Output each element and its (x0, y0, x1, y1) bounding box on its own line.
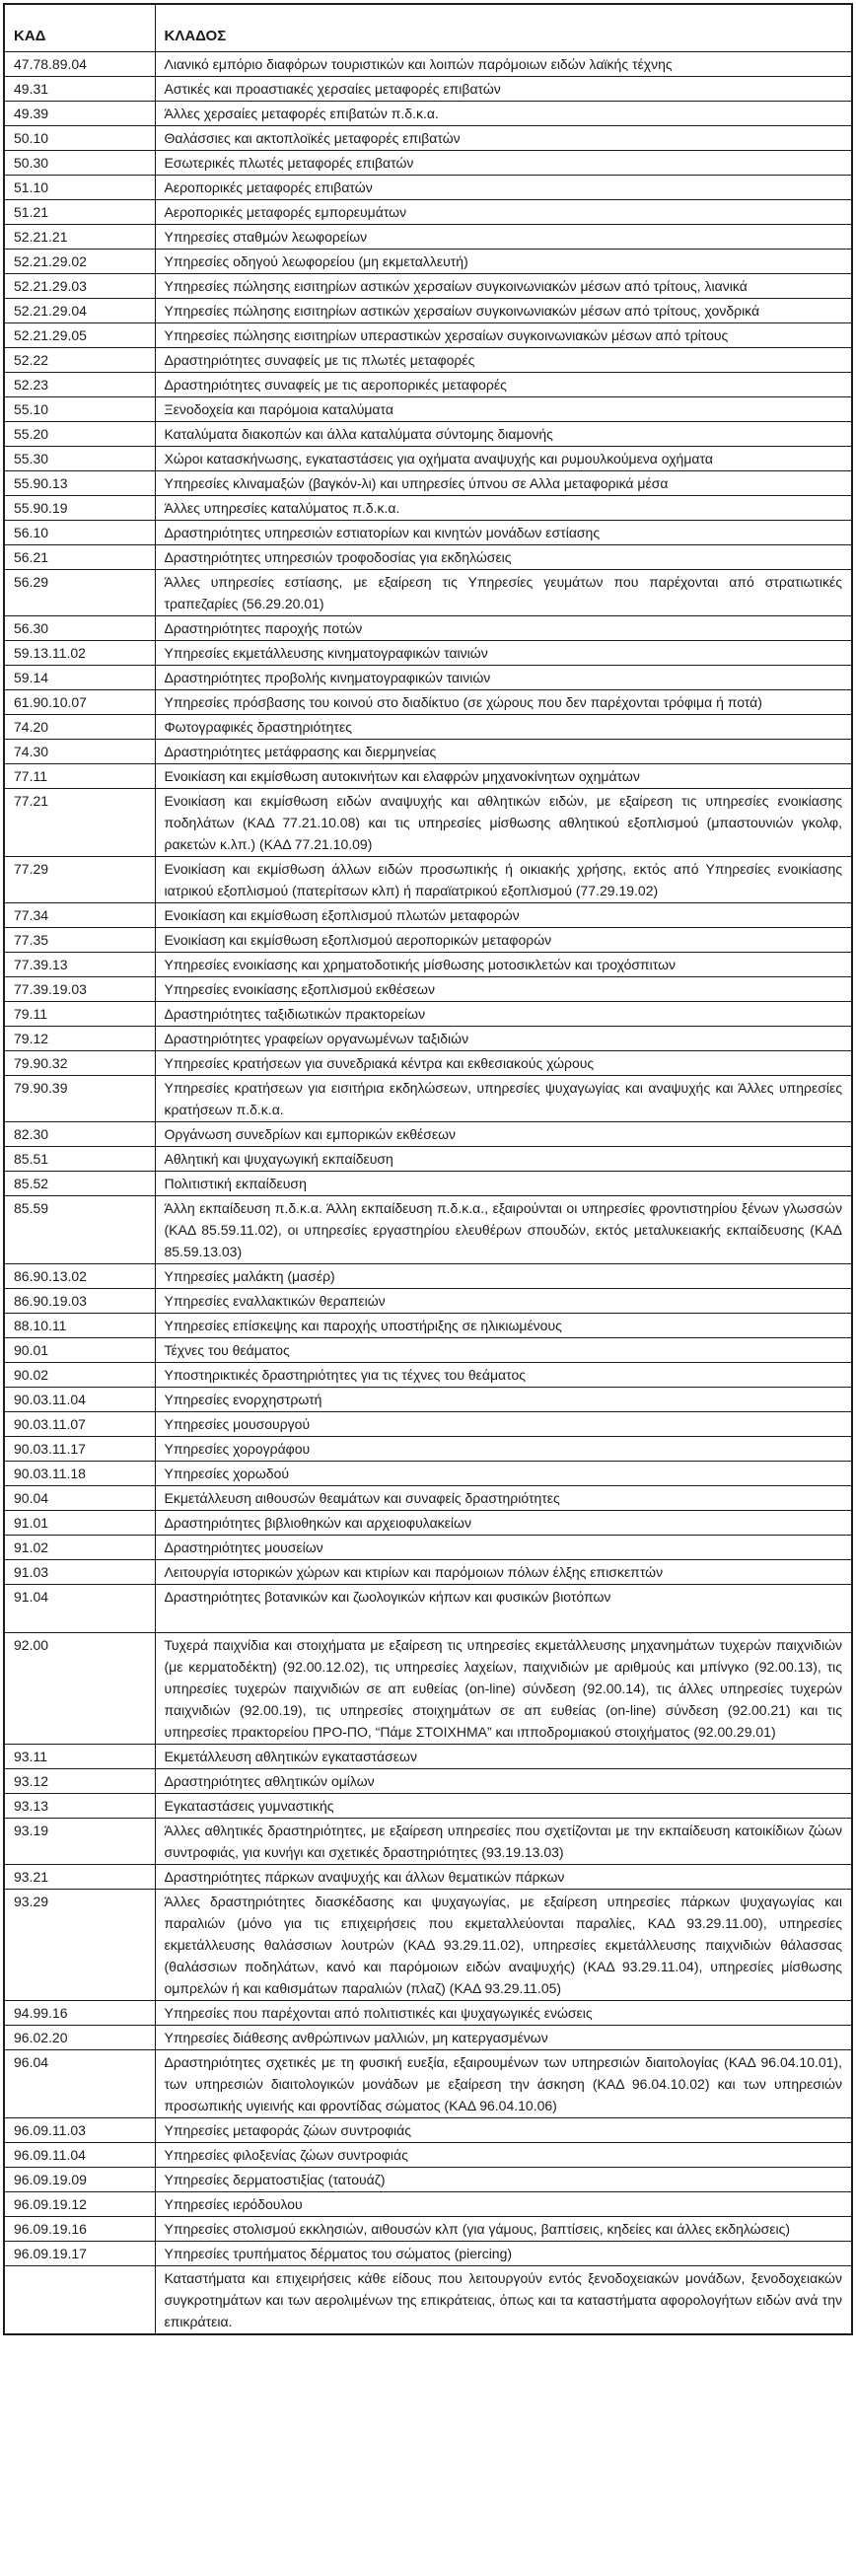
table-row (4, 1864, 852, 1889)
kad-code-cell: 77.34 (4, 902, 155, 927)
table-row (4, 1121, 852, 1146)
kad-code-cell: 55.90.13 (4, 470, 155, 495)
table-row (4, 1461, 852, 1485)
kad-code-cell: 77.21 (4, 788, 155, 856)
table-row (4, 1171, 852, 1195)
table-row (4, 298, 852, 322)
table-row (4, 1313, 852, 1337)
table-row (4, 1263, 852, 1288)
kad-code-cell: 93.29 (4, 1889, 155, 2000)
klados-description-cell: Αθλητική και ψυχαγωγική εκπαίδευση (155, 1146, 852, 1171)
table-row (4, 1146, 852, 1171)
kad-code-cell: 52.22 (4, 347, 155, 372)
header-row (4, 4, 852, 51)
klados-description-cell: Αεροπορικές μεταφορές εμπορευμάτων (155, 199, 852, 224)
kad-code-cell: 56.10 (4, 520, 155, 544)
table-row (4, 689, 852, 714)
table-row (4, 739, 852, 763)
table-row (4, 1001, 852, 1026)
klados-description-cell: Ενοικίαση και εκμίσθωση εξοπλισμού πλωτών μεταφορών (155, 902, 852, 927)
table-row (4, 273, 852, 298)
table-row (4, 952, 852, 976)
table-row (4, 763, 852, 788)
klados-description-cell: Άλλες δραστηριότητες διασκέδασης και ψυχαγωγίας, με εξαίρεση υπηρεσίες πάρκων ψυχαγωγίας και παραλιών (μόνο για τις επιχειρήσεις που εκμεταλλεύονται παραλίες, ΚΑΔ 93.29.11.00), υπηρεσίες εκμετάλλευσης θαλάσσιων λουτρών (ΚΑΔ 93.29.11.02), υπηρεσίες εκμετάλλευσης παιχνιδιών θάλασσας (θαλάσσιων ποδηλάτων, κανό και παρόμοιων ειδών αναψυχής) (ΚΑΔ 93.29.11.04), υπηρεσίες μίσθωσης ομπρελών ή και καθισμάτων παραλιών (πλαζ) (ΚΑΔ 93.29.11.05) (155, 1889, 852, 2000)
kad-code-cell: 93.21 (4, 1864, 155, 1889)
table-row (4, 2142, 852, 2167)
table-row (4, 1050, 852, 1075)
kad-code-cell: 77.39.13 (4, 952, 155, 976)
klados-description-cell: Υπηρεσίες πώλησης εισιτηρίων υπεραστικών χερσαίων συγκοινωνιακών μέσων από τρίτους (155, 322, 852, 347)
kad-code-cell: 49.31 (4, 76, 155, 101)
kad-code-cell: 96.09.19.17 (4, 2241, 155, 2265)
kad-code-cell: 90.03.11.07 (4, 1411, 155, 1436)
klados-description-cell: Υποστηρικτικές δραστηριότητες για τις τέχνες του θεάματος (155, 1362, 852, 1387)
table-row (4, 51, 852, 76)
table-row (4, 470, 852, 495)
klados-description-cell: Υπηρεσίες που παρέχονται από πολιτιστικές και ψυχαγωγικές ενώσεις (155, 2000, 852, 2025)
kad-code-cell: 77.11 (4, 763, 155, 788)
table-row (4, 347, 852, 372)
klados-description-cell: Υπηρεσίες ενοικίασης και χρηματοδοτικής μίσθωσης μοτοσικλετών και τροχόσπιτων (155, 952, 852, 976)
kad-code-cell: 91.04 (4, 1584, 155, 1632)
kad-code-cell: 96.02.20 (4, 2025, 155, 2049)
kad-code-cell: 90.02 (4, 1362, 155, 1387)
kad-code-cell: 79.12 (4, 1026, 155, 1050)
table-row (4, 1510, 852, 1535)
kad-code-cell: 93.13 (4, 1793, 155, 1818)
kad-code-cell: 47.78.89.04 (4, 51, 155, 76)
table-row (4, 714, 852, 739)
table-row (4, 372, 852, 396)
klados-description-cell: Δραστηριότητες σχετικές με τη φυσική ευεξία, εξαιρουμένων των υπηρεσιών διαιτολογίας (ΚΑΔ 96.04.10.01), των υπηρεσιών διαιτολογικών μονάδων με εξαίρεση την άσκηση (ΚΑΔ 96.04.10.02) και των υπηρεσιών προσωπικής υγιεινής και φροντίδας σώματος (ΚΑΔ 96.04.10.06) (155, 2049, 852, 2117)
kad-code-cell: 51.21 (4, 199, 155, 224)
table-row (4, 1288, 852, 1313)
klados-description-cell: Υπηρεσίες κλιναμαξών (βαγκόν-λι) και υπηρεσίες ύπνου σε Αλλα μεταφορικά μέσα (155, 470, 852, 495)
klados-description-cell: Υπηρεσίες ενοικίασης εξοπλισμού εκθέσεων (155, 976, 852, 1001)
klados-description-cell: Άλλες υπηρεσίες εστίασης, με εξαίρεση τις Υπηρεσίες γευμάτων που παρέχονται από στρατιωτικές τραπεζαρίες (56.29.20.01) (155, 569, 852, 615)
table-row (4, 927, 852, 952)
klados-description-cell: Υπηρεσίες τρυπήματος δέρματος του σώματος (piercing) (155, 2241, 852, 2265)
table-row (4, 1559, 852, 1584)
kad-code-cell: 90.03.11.18 (4, 1461, 155, 1485)
klados-description-cell: Υπηρεσίες μουσουργού (155, 1411, 852, 1436)
table-row (4, 1485, 852, 1510)
klados-description-cell: Δραστηριότητες υπηρεσιών τροφοδοσίας για εκδηλώσεις (155, 544, 852, 569)
klados-description-cell: Ενοικίαση και εκμίσθωση εξοπλισμού αεροπορικών μεταφορών (155, 927, 852, 952)
kad-code-cell: 61.90.10.07 (4, 689, 155, 714)
table-row (4, 2025, 852, 2049)
klados-description-cell: Καταστήματα και επιχειρήσεις κάθε είδους που λειτουργούν εντός ξενοδοχειακών μονάδων, ξενοδοχειακών συγκροτημάτων και των αερολιμένων της επικράτειας, όπως και τα καταστήματα αφορολογήτων ειδών ανά την επικράτεια. (155, 2265, 852, 2334)
kad-code-cell: 77.39.19.03 (4, 976, 155, 1001)
klados-description-cell: Εγκαταστάσεις γυμναστικής (155, 1793, 852, 1818)
kad-code-cell: 56.29 (4, 569, 155, 615)
klados-description-cell: Εκμετάλλευση αιθουσών θεαμάτων και συναφείς δραστηριότητες (155, 1485, 852, 1510)
klados-description-cell: Υπηρεσίες πώλησης εισιτηρίων αστικών χερσαίων συγκοινωνιακών μέσων από τρίτους, χονδρικά (155, 298, 852, 322)
kad-code-cell: 52.21.21 (4, 224, 155, 249)
klados-description-cell: Δραστηριότητες συναφείς με τις αεροπορικές μεταφορές (155, 372, 852, 396)
table-row (4, 2216, 852, 2241)
klados-description-cell: Υπηρεσίες πρόσβασης του κοινού στο διαδίκτυο (σε χώρους που δεν παρέχονται τρόφιμα ή ποτά) (155, 689, 852, 714)
klados-description-cell: Καταλύματα διακοπών και άλλα καταλύματα σύντομης διαμονής (155, 421, 852, 446)
klados-description-cell: Εκμετάλλευση αθλητικών εγκαταστάσεων (155, 1744, 852, 1768)
klados-description-cell: Υπηρεσίες διάθεσης ανθρώπινων μαλλιών, μη κατεργασμένων (155, 2025, 852, 2049)
kad-code-cell: 85.52 (4, 1171, 155, 1195)
klados-description-cell: Υπηρεσίες δερματοστιξίας (τατουάζ) (155, 2167, 852, 2191)
column-header-klados: ΚΛΑΔΟΣ (155, 4, 852, 51)
klados-description-cell: Δραστηριότητες αθλητικών ομίλων (155, 1768, 852, 1793)
table-row (4, 1195, 852, 1263)
klados-description-cell: Άλλες χερσαίες μεταφορές επιβατών π.δ.κ.α. (155, 101, 852, 125)
kad-code-cell: 90.01 (4, 1337, 155, 1362)
klados-description-cell: Ενοικίαση και εκμίσθωση ειδών αναψυχής και αθλητικών ειδών, με εξαίρεση τις υπηρεσίες ενοικίασης ποδηλάτων (ΚΑΔ 77.21.10.08) και τις υπηρεσίες μίσθωσης αθλητικού εξοπλισμού (μπαστουνιών γκολφ, ρακετών κ.λπ.) (ΚΑΔ 77.21.10.09) (155, 788, 852, 856)
kad-code-cell: 74.30 (4, 739, 155, 763)
kad-code-cell: 79.90.39 (4, 1075, 155, 1121)
kad-code-cell: 82.30 (4, 1121, 155, 1146)
kad-code-cell: 86.90.13.02 (4, 1263, 155, 1288)
table-row (4, 1387, 852, 1411)
kad-code-cell: 96.09.19.16 (4, 2216, 155, 2241)
table-row (4, 640, 852, 665)
kad-code-cell: 96.04 (4, 2049, 155, 2117)
column-header-kad: ΚΑΔ (4, 4, 155, 51)
kad-code-cell: 74.20 (4, 714, 155, 739)
table-row (4, 150, 852, 175)
klados-description-cell: Υπηρεσίες χορογράφου (155, 1436, 852, 1461)
kad-code-cell: 96.09.11.03 (4, 2117, 155, 2142)
kad-code-cell: 55.90.19 (4, 495, 155, 520)
klados-description-cell: Δραστηριότητες ταξιδιωτικών πρακτορείων (155, 1001, 852, 1026)
table-row (4, 1584, 852, 1632)
table-row (4, 856, 852, 902)
kad-code-cell: 91.01 (4, 1510, 155, 1535)
klados-description-cell: Υπηρεσίες κρατήσεων για εισιτήρια εκδηλώσεων, υπηρεσίες ψυχαγωγίας και αναψυχής και Άλλες υπηρεσίες κρατήσεων π.δ.κ.α. (155, 1075, 852, 1121)
klados-description-cell: Εσωτερικές πλωτές μεταφορές επιβατών (155, 150, 852, 175)
table-row (4, 224, 852, 249)
table-body (4, 51, 852, 2334)
kad-code-cell: 94.99.16 (4, 2000, 155, 2025)
klados-description-cell: Ξενοδοχεία και παρόμοια καταλύματα (155, 396, 852, 421)
kad-code-cell: 56.21 (4, 544, 155, 569)
table-row (4, 125, 852, 150)
table-row (4, 1337, 852, 1362)
kad-code-cell: 96.09.11.04 (4, 2142, 155, 2167)
kad-code-cell: 55.30 (4, 446, 155, 470)
klados-description-cell: Άλλες αθλητικές δραστηριότητες, με εξαίρεση υπηρεσίες που σχετίζονται με την εκπαίδευση κατοικίδιων ζώων συντροφιάς, για κυνήγι και σχετικές δραστηριότητες (93.19.13.03) (155, 1818, 852, 1864)
table-row (4, 976, 852, 1001)
klados-description-cell: Δραστηριότητες υπηρεσιών εστιατορίων και κινητών μονάδων εστίασης (155, 520, 852, 544)
table-row (4, 2049, 852, 2117)
table-row (4, 615, 852, 640)
table-row (4, 421, 852, 446)
kad-code-cell: 90.04 (4, 1485, 155, 1510)
table-row (4, 520, 852, 544)
table-row (4, 544, 852, 569)
klados-description-cell: Υπηρεσίες επίσκεψης και παροχής υποστήριξης σε ηλικιωμένους (155, 1313, 852, 1337)
klados-description-cell: Δραστηριότητες γραφείων οργανωμένων ταξιδιών (155, 1026, 852, 1050)
klados-description-cell: Δραστηριότητες συναφείς με τις πλωτές μεταφορές (155, 347, 852, 372)
kad-code-cell: 55.10 (4, 396, 155, 421)
table-row (4, 1436, 852, 1461)
kad-code-cell: 52.21.29.05 (4, 322, 155, 347)
klados-description-cell: Τυχερά παιχνίδια και στοιχήματα με εξαίρεση τις υπηρεσίες εκμετάλλευσης μηχανημάτων τυχερών παιχνιδιών (με κερματοδέκτη) (92.00.12.02), τις υπηρεσίες λαχείων, παιχνιδιών με αριθμούς και μπίνγκο (92.00.13), τις υπηρεσίες τυχερών παιχνιδιών σε απ ευθείας (on-line) σύνδεση (92.00.14), τις άλλες υπηρεσίες τυχερών παιχνιδιών (92.00.19), τις υπηρεσίες στοιχημάτων σε απ ευθείας (on-line) σύνδεση (92.00.21) και τις υπηρεσίες πρακτορείου ΠΡΟ-ΠΟ, “Πάμε ΣΤΟΙΧΗΜΑ” και ιπποδρομιακού στοιχήματος (92.00.29.01) (155, 1632, 852, 1744)
table-row (4, 2117, 852, 2142)
klados-description-cell: Δραστηριότητες μετάφρασης και διερμηνείας (155, 739, 852, 763)
table-row (4, 1026, 852, 1050)
kad-code-cell: 59.14 (4, 665, 155, 689)
klados-description-cell: Υπηρεσίες εναλλακτικών θεραπειών (155, 1288, 852, 1313)
table-row (4, 788, 852, 856)
table-row (4, 396, 852, 421)
table-row (4, 1535, 852, 1559)
klados-description-cell: Υπηρεσίες οδηγού λεωφορείου (μη εκμεταλλευτή) (155, 249, 852, 273)
klados-description-cell: Δραστηριότητες βιβλιοθηκών και αρχειοφυλακείων (155, 1510, 852, 1535)
klados-description-cell: Τέχνες του θεάματος (155, 1337, 852, 1362)
kad-code-cell: 90.03.11.17 (4, 1436, 155, 1461)
table-row (4, 446, 852, 470)
kad-klados-table (3, 3, 853, 2335)
klados-description-cell: Υπηρεσίες μεταφοράς ζώων συντροφιάς (155, 2117, 852, 2142)
klados-description-cell: Υπηρεσίες φιλοξενίας ζώων συντροφιάς (155, 2142, 852, 2167)
kad-code-cell: 93.19 (4, 1818, 155, 1864)
table-row (4, 2241, 852, 2265)
kad-code-cell: 96.09.19.12 (4, 2191, 155, 2216)
klados-description-cell: Ενοικίαση και εκμίσθωση άλλων ειδών προσωπικής ή οικιακής χρήσης, εκτός από Υπηρεσίες ενοικίασης ιατρικού εξοπλισμού (πατερίτσων κλπ) ή παραϊατρικού εξοπλισμού (77.29.19.02) (155, 856, 852, 902)
klados-description-cell: Υπηρεσίες ιερόδουλου (155, 2191, 852, 2216)
table-row (4, 249, 852, 273)
kad-code-cell: 93.11 (4, 1744, 155, 1768)
kad-code-cell: 49.39 (4, 101, 155, 125)
klados-description-cell: Υπηρεσίες στολισμού εκκλησιών, αιθουσών κλπ (για γάμους, βαπτίσεις, κηδείες και άλλες εκδηλώσεις) (155, 2216, 852, 2241)
table-row (4, 1793, 852, 1818)
table-row (4, 902, 852, 927)
klados-description-cell: Υπηρεσίες πώλησης εισιτηρίων αστικών χερσαίων συγκοινωνιακών μέσων από τρίτους, λιανικά (155, 273, 852, 298)
kad-code-cell: 50.10 (4, 125, 155, 150)
klados-description-cell: Άλλες υπηρεσίες καταλύματος π.δ.κ.α. (155, 495, 852, 520)
kad-code-cell: 88.10.11 (4, 1313, 155, 1337)
klados-description-cell: Δραστηριότητες μουσείων (155, 1535, 852, 1559)
klados-description-cell: Δραστηριότητες πάρκων αναψυχής και άλλων θεματικών πάρκων (155, 1864, 852, 1889)
kad-code-cell: 77.29 (4, 856, 155, 902)
kad-code-cell: 85.51 (4, 1146, 155, 1171)
kad-code-cell: 56.30 (4, 615, 155, 640)
table-row (4, 1075, 852, 1121)
table-row (4, 2191, 852, 2216)
kad-code-cell: 52.23 (4, 372, 155, 396)
table-row (4, 2000, 852, 2025)
kad-code-cell (4, 2265, 155, 2334)
table-row (4, 322, 852, 347)
kad-code-cell: 86.90.19.03 (4, 1288, 155, 1313)
table-row (4, 1889, 852, 2000)
kad-code-cell: 52.21.29.03 (4, 273, 155, 298)
kad-code-cell: 79.11 (4, 1001, 155, 1026)
kad-code-cell: 85.59 (4, 1195, 155, 1263)
klados-description-cell: Αεροπορικές μεταφορές επιβατών (155, 175, 852, 199)
klados-description-cell: Χώροι κατασκήνωσης, εγκαταστάσεις για οχήματα αναψυχής και ρυμουλκούμενα οχήματα (155, 446, 852, 470)
klados-description-cell: Δραστηριότητες βοτανικών και ζωολογικών κήπων και φυσικών βιοτόπων (155, 1584, 852, 1632)
kad-code-cell: 59.13.11.02 (4, 640, 155, 665)
table-row (4, 1411, 852, 1436)
table-row (4, 1632, 852, 1744)
table-row (4, 175, 852, 199)
table-row (4, 495, 852, 520)
klados-description-cell: Υπηρεσίες εκμετάλλευσης κινηματογραφικών ταινιών (155, 640, 852, 665)
klados-description-cell: Οργάνωση συνεδρίων και εμπορικών εκθέσεων (155, 1121, 852, 1146)
kad-code-cell: 50.30 (4, 150, 155, 175)
table-row (4, 199, 852, 224)
table-row (4, 2167, 852, 2191)
kad-code-cell: 55.20 (4, 421, 155, 446)
klados-description-cell: Άλλη εκπαίδευση π.δ.κ.α. Άλλη εκπαίδευση π.δ.κ.α., εξαιρούνται οι υπηρεσίες φροντιστηρίου ξένων γλωσσών (ΚΑΔ 85.59.11.02), οι υπηρεσίες εργαστηρίου ελευθέρων σπουδών, εκτός μεταλυκειακής εκπαίδευσης (ΚΑΔ 85.59.13.03) (155, 1195, 852, 1263)
table-row (4, 1818, 852, 1864)
table-header (4, 4, 852, 51)
kad-code-cell: 90.03.11.04 (4, 1387, 155, 1411)
klados-description-cell: Υπηρεσίες σταθμών λεωφορείων (155, 224, 852, 249)
kad-code-cell: 79.90.32 (4, 1050, 155, 1075)
klados-description-cell: Λειτουργία ιστορικών χώρων και κτιρίων και παρόμοιων πόλων έλξης επισκεπτών (155, 1559, 852, 1584)
klados-description-cell: Υπηρεσίες μαλάκτη (μασέρ) (155, 1263, 852, 1288)
klados-description-cell: Λιανικό εμπόριο διαφόρων τουριστικών και λοιπών παρόμοιων ειδών λαϊκής τέχνης (155, 51, 852, 76)
table-row (4, 76, 852, 101)
kad-code-cell: 92.00 (4, 1632, 155, 1744)
table-row (4, 1362, 852, 1387)
kad-code-cell: 96.09.19.09 (4, 2167, 155, 2191)
kad-code-cell: 52.21.29.02 (4, 249, 155, 273)
table-row (4, 2265, 852, 2334)
klados-description-cell: Υπηρεσίες ενορχηστρωτή (155, 1387, 852, 1411)
kad-code-cell: 51.10 (4, 175, 155, 199)
klados-description-cell: Δραστηριότητες παροχής ποτών (155, 615, 852, 640)
kad-code-cell: 91.02 (4, 1535, 155, 1559)
klados-description-cell: Φωτογραφικές δραστηριότητες (155, 714, 852, 739)
table-row (4, 665, 852, 689)
table-row (4, 1744, 852, 1768)
klados-description-cell: Υπηρεσίες χορωδού (155, 1461, 852, 1485)
kad-code-cell: 52.21.29.04 (4, 298, 155, 322)
table-row (4, 101, 852, 125)
klados-description-cell: Πολιτιστική εκπαίδευση (155, 1171, 852, 1195)
kad-code-cell: 91.03 (4, 1559, 155, 1584)
kad-code-cell: 93.12 (4, 1768, 155, 1793)
klados-description-cell: Θαλάσσιες και ακτοπλοϊκές μεταφορές επιβατών (155, 125, 852, 150)
klados-description-cell: Αστικές και προαστιακές χερσαίες μεταφορές επιβατών (155, 76, 852, 101)
kad-code-cell: 77.35 (4, 927, 155, 952)
table-row (4, 1768, 852, 1793)
klados-description-cell: Υπηρεσίες κρατήσεων για συνεδριακά κέντρα και εκθεσιακούς χώρους (155, 1050, 852, 1075)
klados-description-cell: Δραστηριότητες προβολής κινηματογραφικών ταινιών (155, 665, 852, 689)
table-row (4, 569, 852, 615)
klados-description-cell: Ενοικίαση και εκμίσθωση αυτοκινήτων και ελαφρών μηχανοκίνητων οχημάτων (155, 763, 852, 788)
